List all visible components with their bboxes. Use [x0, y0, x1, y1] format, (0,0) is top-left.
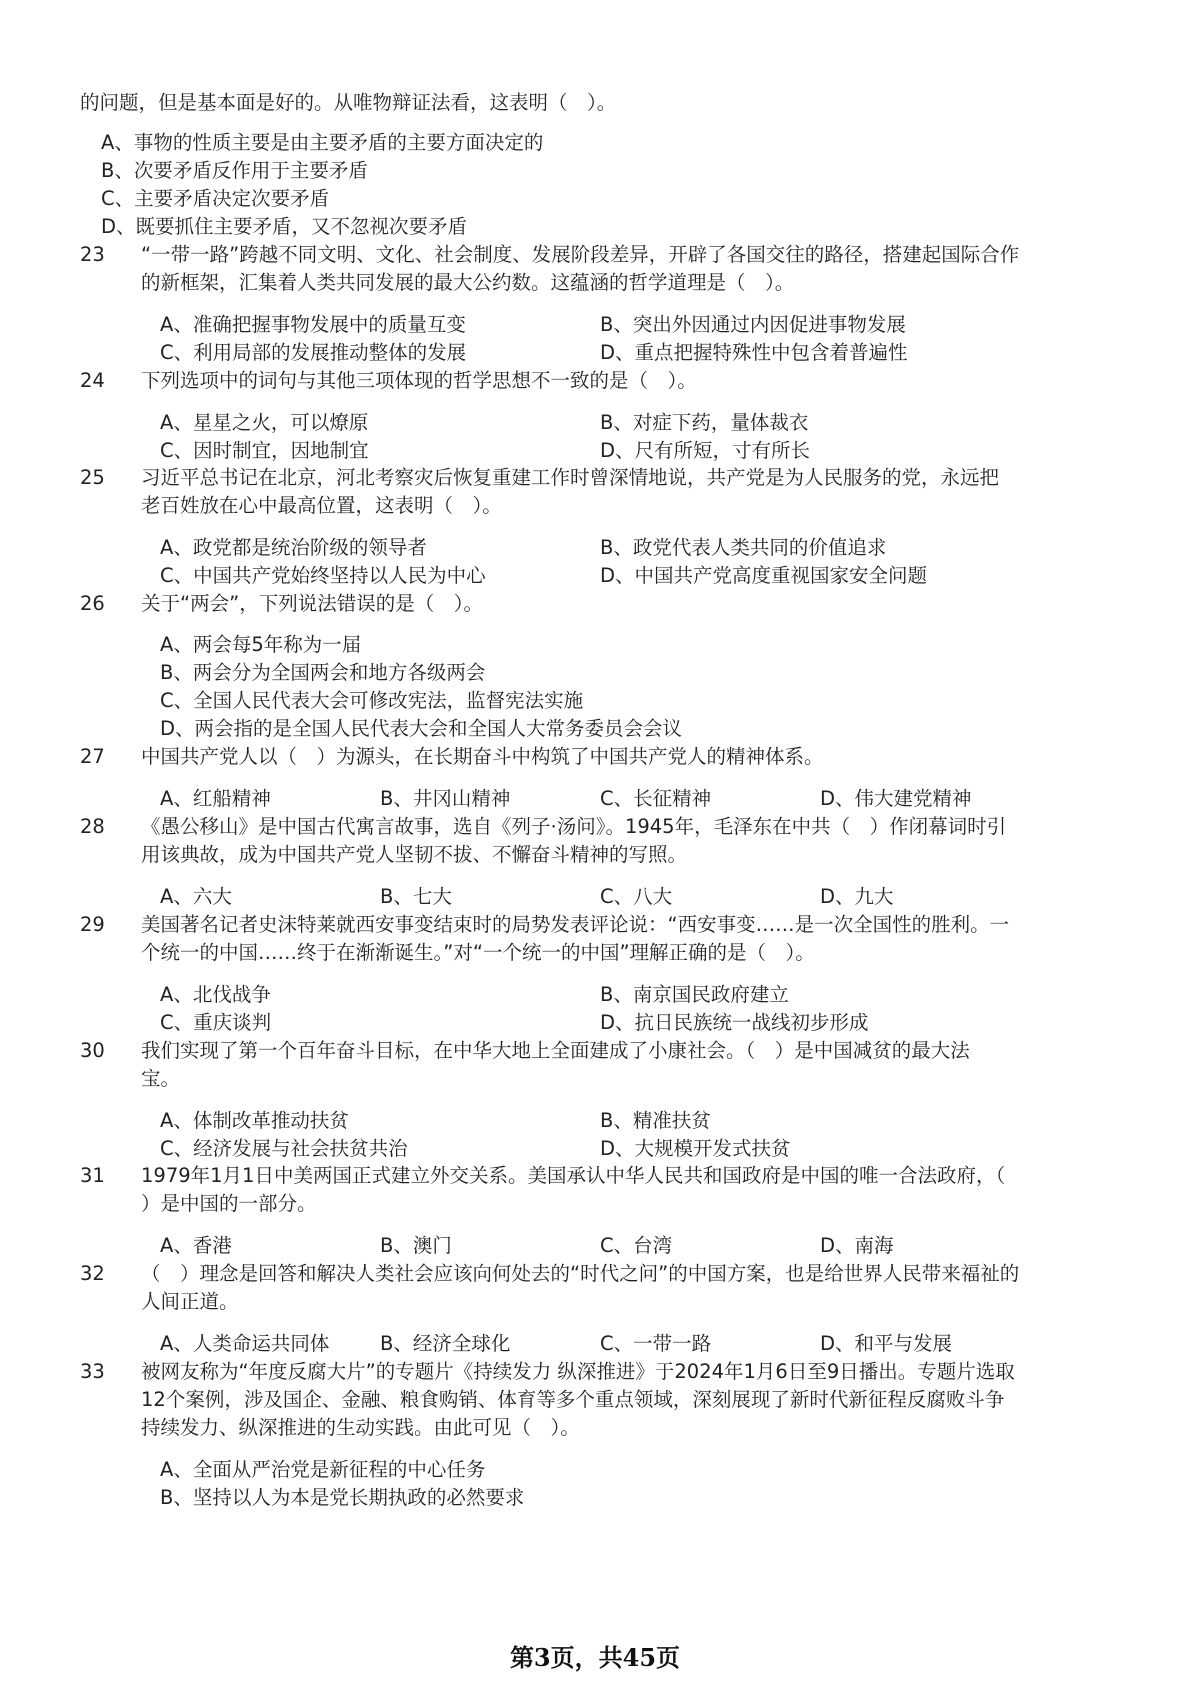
option-a: A、人类命运共同体: [160, 1332, 330, 1355]
option-c: C、经济发展与社会扶贫共治: [160, 1137, 408, 1160]
question-text: 下列选项中的词句与其他三项体现的哲学思想不一致的是（ ）。: [141, 369, 697, 392]
question-text: 《愚公移山》是中国古代寓言故事，选自《列子·汤问》。1945年，毛泽东在中共（ ）作闭幕词时引: [141, 815, 1007, 838]
option-d: D、尺有所短，寸有所长: [600, 439, 811, 462]
option-b: B、精准扶贫: [600, 1109, 711, 1132]
option-b: B、突出外因通过内因促进事物发展: [600, 313, 906, 336]
option-b: B、坚持以人为本是党长期执政的必然要求: [160, 1486, 525, 1509]
question-number: 30: [80, 1039, 105, 1062]
option-d: D、抗日民族统一战线初步形成: [600, 1011, 869, 1034]
option-c: C、一带一路: [600, 1332, 712, 1355]
question-number: 26: [80, 592, 105, 615]
question-text: 宝。: [141, 1067, 181, 1090]
question-text: 持续发力、纵深推进的生动实践。由此可见（ ）。: [141, 1416, 580, 1439]
question-number: 32: [80, 1262, 105, 1285]
question-text: ）是中国的一部分。: [141, 1192, 317, 1215]
question-text: 12个案例，涉及国企、金融、粮食购销、体育等多个重点领域，深刻展现了新时代新征程反腐败斗争: [141, 1388, 1005, 1411]
option-b: B、政党代表人类共同的价值追求: [600, 536, 887, 559]
option-b: B、井冈山精神: [380, 787, 511, 810]
option-d: D、中国共产党高度重视国家安全问题: [600, 564, 928, 587]
option-a: A、六大: [160, 885, 232, 908]
question-text: 中国共产党人以（ ）为源头，在长期奋斗中构筑了中国共产党人的精神体系。: [141, 745, 824, 768]
question-number: 24: [80, 369, 105, 392]
question-text: 关于“两会”，下列说法错误的是（ ）。: [141, 592, 483, 615]
option-d: D、九大: [820, 885, 894, 908]
question-text: （ ）理念是回答和解决人类社会应该向何处去的“时代之问”的中国方案，也是给世界人民带来福祉的: [141, 1262, 1020, 1285]
option-c: C、因时制宜，因地制宜: [160, 439, 369, 462]
option-b: B、次要矛盾反作用于主要矛盾: [101, 159, 368, 182]
option-d: D、大规模开发式扶贫: [600, 1137, 791, 1160]
option-d: D、既要抓住主要矛盾，又不忽视次要矛盾: [101, 215, 468, 238]
option-b: B、两会分为全国两会和地方各级两会: [160, 661, 486, 684]
question-number: 31: [80, 1164, 105, 1187]
question-text: 美国著名记者史沫特莱就西安事变结束时的局势发表评论说：“西安事变……是一次全国性的胜利。一: [141, 913, 1010, 936]
option-a: A、全面从严治党是新征程的中心任务: [160, 1458, 486, 1481]
option-b: B、南京国民政府建立: [600, 983, 789, 1006]
option-a: A、香港: [160, 1234, 232, 1257]
option-c: C、主要矛盾决定次要矛盾: [101, 187, 330, 210]
question-text: 1979年1月1日中美两国正式建立外交关系。美国承认中华人民共和国政府是中国的唯一合法政府，（: [141, 1164, 1006, 1187]
option-a: A、星星之火，可以燎原: [160, 411, 369, 434]
option-c: C、长征精神: [600, 787, 712, 810]
question-continuation-text: 的问题，但是基本面是好的。从唯物辩证法看，这表明（ ）。: [80, 91, 617, 114]
question-number: 33: [80, 1360, 105, 1383]
option-b: B、澳门: [380, 1234, 452, 1257]
question-number: 28: [80, 815, 105, 838]
option-c: C、全国人民代表大会可修改宪法，监督宪法实施: [160, 689, 584, 712]
question-number: 29: [80, 913, 105, 936]
question-text: 我们实现了第一个百年奋斗目标，在中华大地上全面建成了小康社会。（ ）是中国减贫的最大法: [141, 1039, 970, 1062]
option-a: A、准确把握事物发展中的质量互变: [160, 313, 466, 336]
question-text: “一带一路”跨越不同文明、文化、社会制度、发展阶段差异，开辟了各国交往的路径，搭建起国际合作: [141, 243, 1020, 266]
option-c: C、八大: [600, 885, 673, 908]
option-d: D、伟大建党精神: [820, 787, 972, 810]
question-text: 的新框架，汇集着人类共同发展的最大公约数。这蕴涵的哲学道理是（ ）。: [141, 271, 795, 294]
page-footer: 第3页，共45页: [509, 1643, 681, 1672]
question-text: 个统一的中国……终于在渐渐诞生。”对“一个统一的中国”理解正确的是（ ）。: [141, 941, 815, 964]
option-a: A、事物的性质主要是由主要矛盾的主要方面决定的: [101, 131, 544, 154]
question-text: 老百姓放在心中最高位置，这表明（ ）。: [141, 494, 502, 517]
option-a: A、北伐战争: [160, 983, 271, 1006]
question-text: 习近平总书记在北京，河北考察灾后恢复重建工作时曾深情地说，共产党是为人民服务的党，永远把: [141, 466, 1000, 489]
option-c: C、重庆谈判: [160, 1011, 272, 1034]
question-number: 23: [80, 243, 105, 266]
question-text: 被网友称为“年度反腐大片”的专题片《持续发力 纵深推进》于2024年1月6日至9日播出。专题片选取: [141, 1360, 1015, 1383]
option-b: B、七大: [380, 885, 452, 908]
option-d: D、和平与发展: [820, 1332, 953, 1355]
option-a: A、体制改革推动扶贫: [160, 1109, 349, 1132]
question-number: 27: [80, 745, 105, 768]
option-a: A、红船精神: [160, 787, 271, 810]
option-c: C、中国共产党始终坚持以人民为中心: [160, 564, 486, 587]
option-b: B、对症下药，量体裁衣: [600, 411, 809, 434]
option-b: B、经济全球化: [380, 1332, 511, 1355]
option-d: D、两会指的是全国人民代表大会和全国人大常务委员会会议: [160, 717, 683, 740]
question-text: 用该典故，成为中国共产党人坚韧不拔、不懈奋斗精神的写照。: [141, 843, 688, 866]
option-d: D、南海: [820, 1234, 894, 1257]
option-c: C、台湾: [600, 1234, 673, 1257]
option-a: A、政党都是统治阶级的领导者: [160, 536, 427, 559]
question-text: 人间正道。: [141, 1290, 239, 1313]
option-a: A、两会每5年称为一届: [160, 633, 362, 656]
option-c: C、利用局部的发展推动整体的发展: [160, 341, 467, 364]
option-d: D、重点把握特殊性中包含着普遍性: [600, 341, 908, 364]
question-number: 25: [80, 466, 105, 489]
